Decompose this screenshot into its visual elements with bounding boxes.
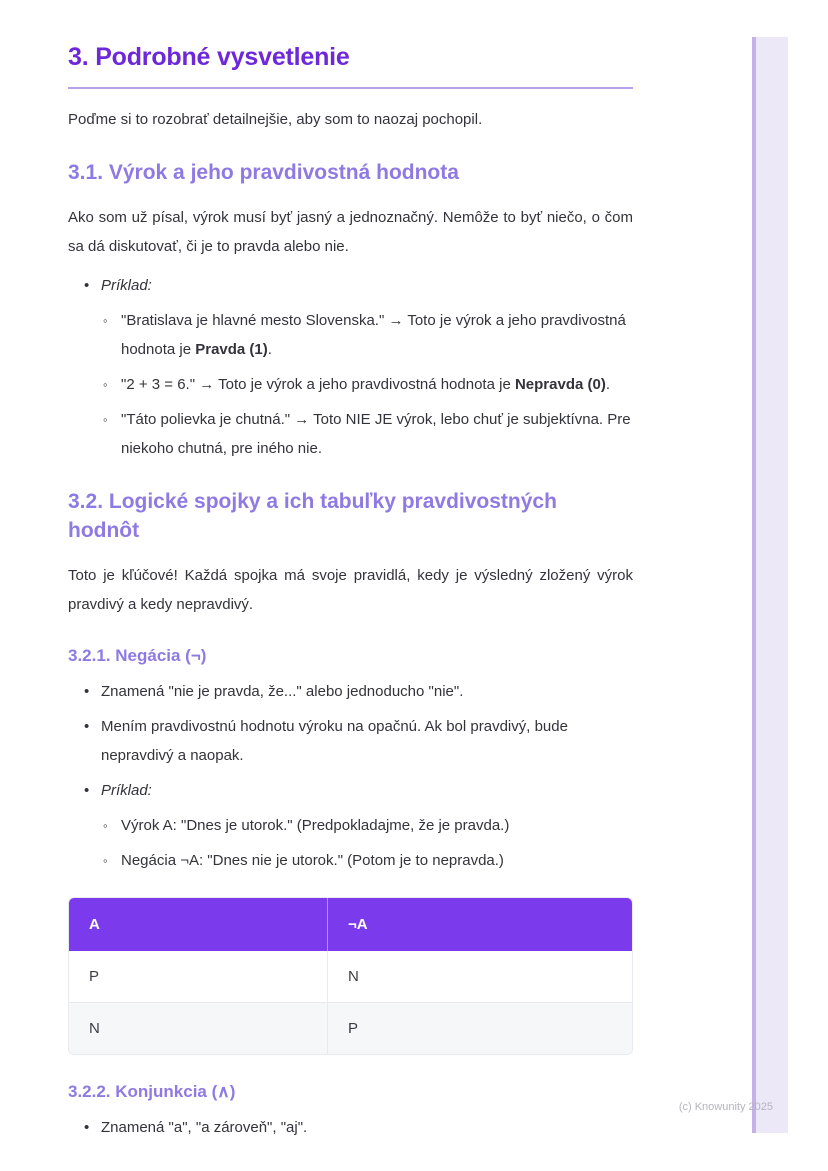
list-item <box>121 405 633 463</box>
intro-paragraph: Poďme si to rozobrať detailnejšie, aby som to naozaj pochopil. <box>68 111 483 128</box>
list-item: ◦ Negácia ¬A: "Dnes nie je utorok." (Potom je to nepravda.) <box>121 846 633 875</box>
list-item-example-label <box>101 776 633 875</box>
example-label: Príklad: <box>101 782 152 799</box>
table-header-cell-a: A <box>69 898 328 951</box>
list-item-example-label <box>101 271 633 463</box>
table-row <box>69 951 632 1003</box>
section-3-1-list <box>68 271 633 463</box>
section-3-2-2-list <box>68 1113 633 1142</box>
truth-table-body <box>69 951 632 1054</box>
example-bold-text: Nepravda (0) <box>514 376 606 393</box>
section-3-2-2-title: 3.2.2. Konjunkcia (∧) <box>68 1082 236 1101</box>
example-label: Príklad: <box>101 277 152 294</box>
negation-truth-table <box>68 897 633 1055</box>
footer-copyright: (c) Knowunity 2025 <box>678 1101 773 1113</box>
list-item: • Mením pravdivostnú hodnotu výroku na opačnú. Ak bol pravdivý, bude nepravdivý a naopak. <box>101 712 633 770</box>
section-3-1-paragraph: Ako som už písal, výrok musí byť jasný a jednoznačný. Nemôže to byť niečo, o čom sa dá diskutovať, či je to pravda alebo nie. <box>68 209 633 255</box>
table-cell: P <box>328 1003 632 1054</box>
page-title: 3. Podrobné vysvetlenie <box>68 43 350 71</box>
section-3-2-title: 3.2. Logické spojky a ich tabuľky pravdivostných hodnôt <box>68 490 557 542</box>
list-item: • Znamená "a", "a zároveň", "aj". <box>101 1113 633 1142</box>
table-cell: N <box>69 1003 328 1054</box>
document-content <box>68 0 633 1148</box>
example-text: "Táto polievka je chutná." → Toto NIE JE výrok, lebo chuť je subjektívna. Pre niekoho chutná, pre iného nie. <box>121 411 631 457</box>
side-accent-bar <box>752 37 788 1133</box>
section-3-2-1-title: 3.2.1. Negácia (¬) <box>68 646 207 665</box>
section-3-1-sublist <box>101 306 633 463</box>
section-3-2-1-list <box>68 677 633 875</box>
table-row <box>69 1003 632 1054</box>
example-text: "Bratislava je hlavné mesto Slovenska." → Toto je výrok a jeho pravdivostná hodnota je <box>121 312 626 358</box>
example-bold-text: Pravda (1) <box>195 341 268 358</box>
section-3-2-1-sublist <box>101 811 633 875</box>
table-header-row <box>69 898 632 951</box>
truth-table-head <box>69 898 632 951</box>
list-item: ◦ Výrok A: "Dnes je utorok." (Predpokladajme, že je pravda.) <box>121 811 633 840</box>
table-cell: N <box>328 951 632 1003</box>
table-header-cell-not-a: ¬A <box>328 898 632 951</box>
section-3-1-title: 3.1. Výrok a jeho pravdivostná hodnota <box>68 161 459 184</box>
title-underline <box>68 87 633 89</box>
table-cell: P <box>69 951 328 1003</box>
example-text: . <box>605 376 610 393</box>
list-item <box>121 370 633 399</box>
list-item: • Znamená "nie je pravda, že..." alebo jednoducho "nie". <box>101 677 633 706</box>
section-3-2-paragraph: Toto je kľúčové! Každá spojka má svoje pravidlá, kedy je výsledný zložený výrok pravdivý a kedy nepravdivý. <box>68 567 633 613</box>
example-text: "2 + 3 = 6." → Toto je výrok a jeho pravdivostná hodnota je <box>121 376 515 393</box>
example-text: . <box>267 341 272 358</box>
list-item <box>121 306 633 364</box>
